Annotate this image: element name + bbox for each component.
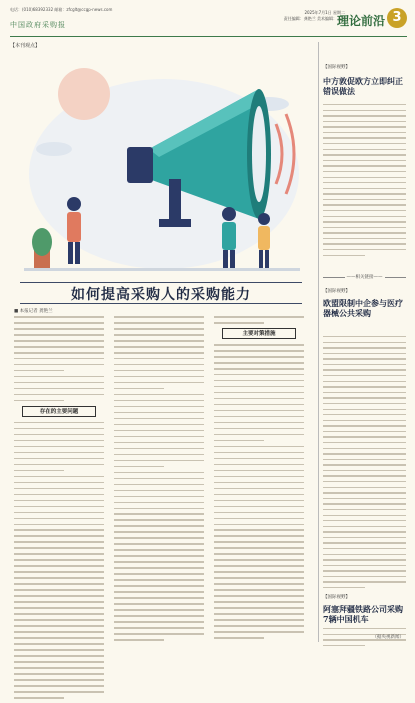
headline-banner <box>20 282 302 304</box>
page-header <box>10 6 407 36</box>
sidebar-headline-2: 欧盟限制中企参与医疗器械公共采购 <box>323 298 403 318</box>
text-column-3 <box>214 316 304 643</box>
header-contact: 电话：(010)68392332 邮箱：zfcglt@ccgp-news.com <box>10 7 113 12</box>
related-links-divider: ——相关链接—— <box>323 274 406 280</box>
section-title: 理论前沿 <box>336 14 385 28</box>
sidebar-body-2 <box>323 336 406 593</box>
article-tag: 【本刊观点】 <box>10 43 41 49</box>
header-editors: 责任编辑：龚艳兰 美术编辑：王凡 <box>283 16 345 21</box>
text-column-1 <box>14 316 104 703</box>
page-number-badge: 3 <box>387 8 407 28</box>
subhead-measures: 主要对策措施 <box>214 328 304 338</box>
sidebar-headline-3: 阿塞拜疆铁路公司采购7辆中国机车 <box>323 604 403 624</box>
header-meta <box>284 10 345 22</box>
megaphone-illustration <box>14 54 310 284</box>
sidebar <box>318 42 408 642</box>
source-note: （据央视新闻） <box>372 635 404 640</box>
byline: ■ 本报记者 龚艳兰 <box>14 309 53 314</box>
headline: 如何提高采购人的采购能力 <box>71 287 251 303</box>
sidebar-tag-2: 【国际视野】 <box>323 289 350 294</box>
sidebar-body-1 <box>323 104 406 260</box>
header-date: 2025年7月1日 星期二 <box>304 10 345 15</box>
sidebar-tag-3: 【国际视野】 <box>323 595 350 600</box>
main-article <box>10 42 312 642</box>
sidebar-tag-1: 【国际视野】 <box>323 65 350 70</box>
header-rule <box>10 36 407 37</box>
sidebar-headline-1: 中方敦促欧方立即纠正错误做法 <box>323 76 403 96</box>
masthead: 中国政府采购报 <box>10 21 66 29</box>
text-column-2 <box>114 316 204 645</box>
subhead-problems: 存在的主要问题 <box>14 406 104 416</box>
